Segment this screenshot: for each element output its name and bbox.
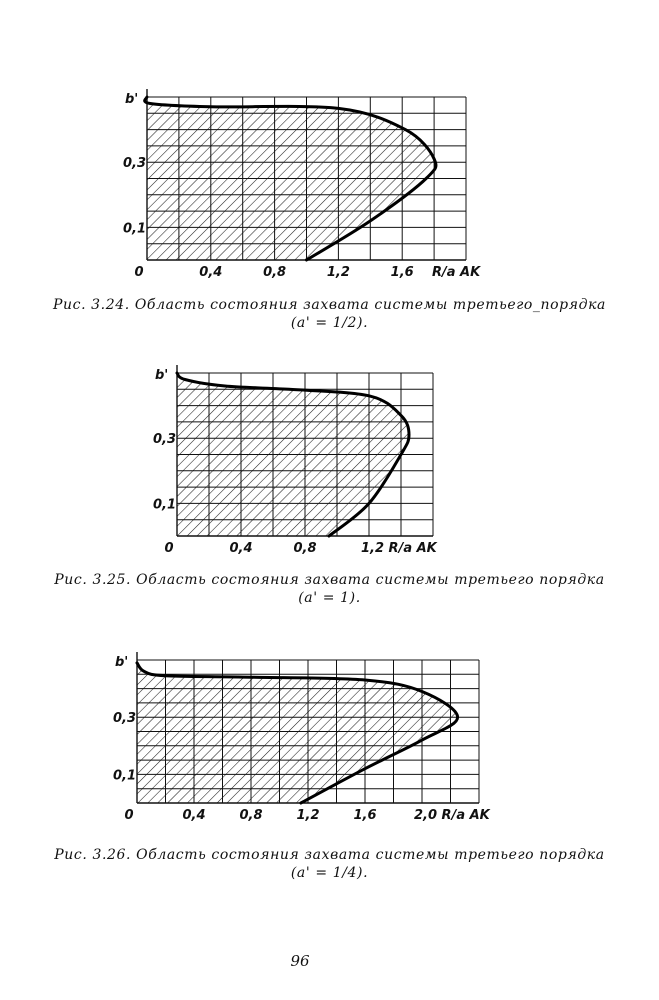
capture-region-hatch	[137, 663, 458, 803]
x-tick-label: R/a AK	[431, 265, 481, 280]
x-tick-label: 0,8	[239, 808, 263, 823]
x-tick-label: 0,4	[199, 265, 223, 280]
x-tick-label: 2,0 R/a AK	[414, 808, 490, 823]
y-tick-label: 0,3	[123, 156, 147, 172]
y-tick-label: 0,3	[113, 711, 137, 727]
caption-line-1: Рис. 3.25. Область состояния захвата системы третьего порядка	[54, 572, 605, 588]
caption-line-2: (a' = 1/4).	[290, 865, 369, 881]
y-axis-label: b'	[155, 368, 169, 383]
caption-line-1: Рис. 3.24. Область состояния захвата системы третьего_порядка	[53, 297, 606, 313]
x-tick-label: 0,8	[263, 265, 287, 280]
figure-3-26-caption	[0, 846, 659, 882]
caption-line-2: (a' = 1/2).	[290, 315, 369, 331]
x-tick-label: 1,6	[353, 808, 377, 823]
page-number: 96	[290, 952, 310, 970]
y-tick-label: 0,3	[153, 432, 177, 448]
x-tick-label: 1,6	[390, 265, 414, 280]
x-tick-label: 0,4	[229, 541, 253, 556]
x-tick-label: 0,8	[293, 541, 317, 556]
x-tick-label: 0,4	[182, 808, 206, 823]
x-tick-label: 1,2	[326, 265, 350, 280]
x-tick-label: 0	[124, 808, 134, 823]
x-tick-label: 0	[134, 265, 144, 280]
y-tick-label: 0,1	[113, 768, 137, 784]
caption-line-2: (a' = 1).	[298, 590, 361, 606]
x-tick-label: 1,2 R/a AK	[361, 541, 437, 556]
x-tick-label: 0	[164, 541, 174, 556]
y-tick-label: 0,1	[123, 221, 147, 237]
y-tick-label: 0,1	[153, 497, 177, 513]
x-tick-label: 1,2	[296, 808, 320, 823]
y-axis-label: b'	[125, 92, 139, 107]
y-axis-label: b'	[115, 655, 129, 670]
caption-line-1: Рис. 3.26. Область состояния захвата системы третьего порядка	[54, 847, 605, 863]
